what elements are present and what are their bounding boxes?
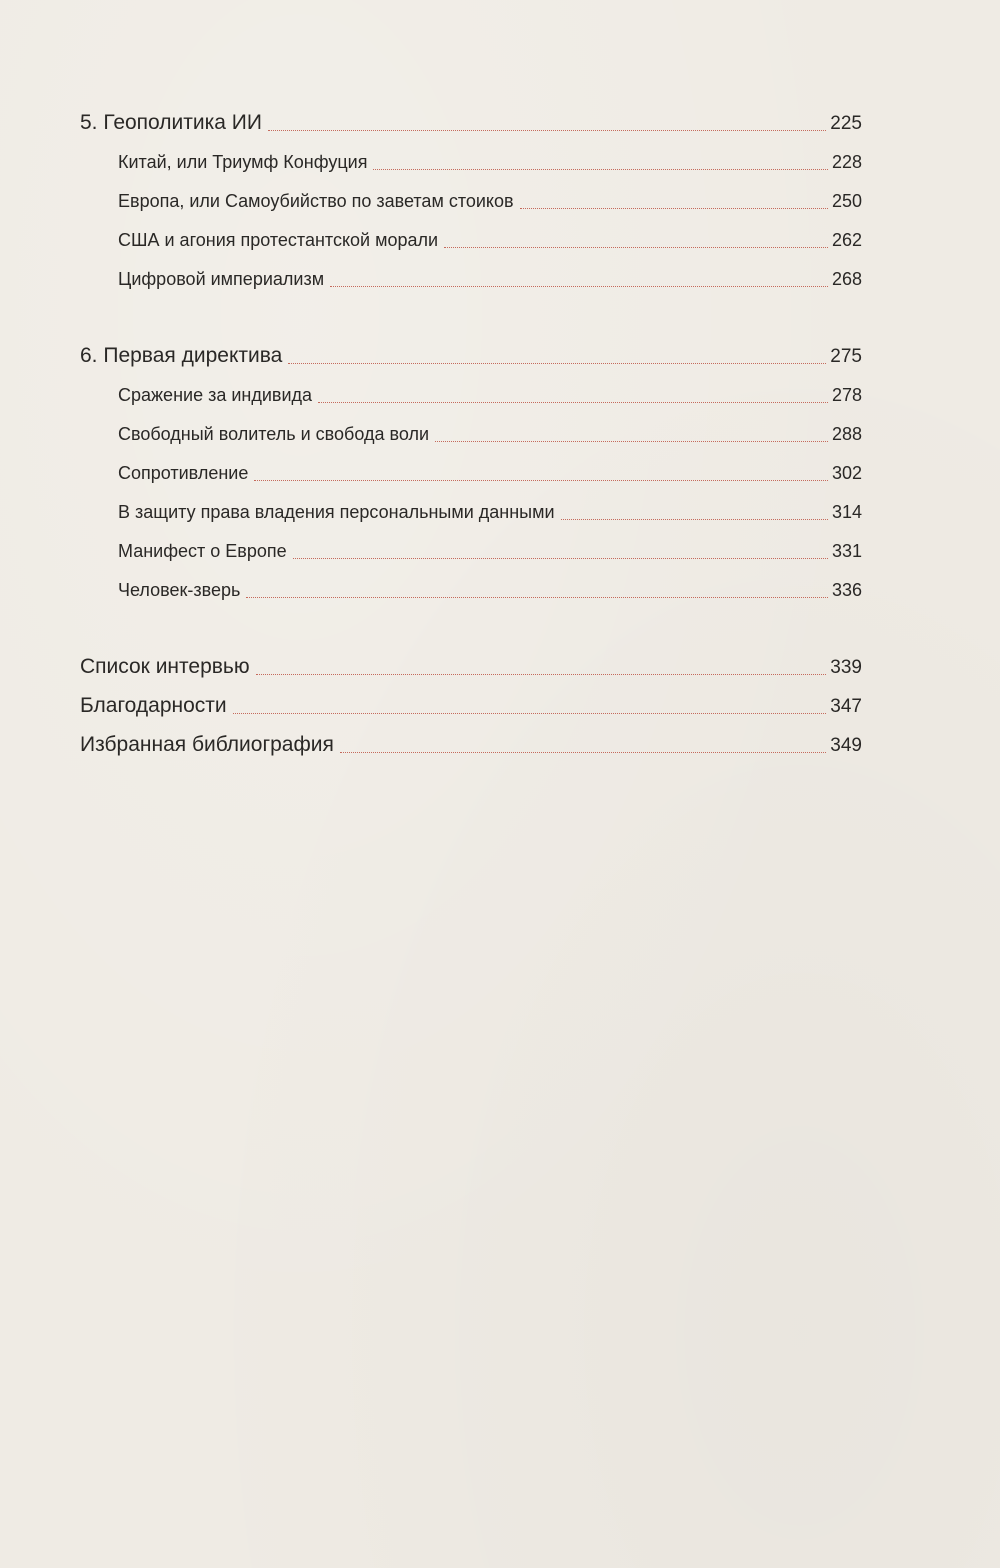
toc-page-number: 314 — [831, 502, 862, 522]
toc-page-number: 228 — [831, 152, 862, 172]
toc-chapter-5[interactable] — [80, 108, 862, 138]
toc-section[interactable] — [118, 419, 862, 449]
toc-back-matter-acknowledgements[interactable] — [80, 691, 862, 721]
toc-entry-title: Европа, или Самоубийство по заветам стоиков — [118, 191, 514, 211]
toc-section[interactable] — [118, 147, 862, 177]
toc-entry-title: В защиту права владения персональными данными — [118, 502, 555, 522]
toc-section[interactable] — [118, 186, 862, 216]
toc-chapter-6[interactable] — [80, 341, 862, 371]
dot-leader — [293, 558, 828, 559]
toc-entry-title: 6. Первая директива — [80, 344, 283, 367]
toc-page-number: 349 — [830, 735, 862, 756]
toc-entry-title: Сражение за индивида — [118, 385, 313, 405]
dot-leader — [318, 402, 828, 403]
toc-entry-title: Список интервью — [80, 655, 250, 678]
toc-page-number: 278 — [831, 385, 862, 405]
toc-section[interactable] — [118, 225, 862, 255]
toc-section[interactable] — [118, 497, 862, 527]
toc-section[interactable] — [118, 458, 862, 488]
toc-entry-title: Китай, или Триумф Конфуция — [118, 152, 368, 172]
toc-page-number: 339 — [830, 657, 862, 678]
dot-leader — [373, 169, 828, 170]
dot-leader — [254, 480, 828, 481]
dot-leader — [256, 674, 827, 675]
toc-page-number: 336 — [831, 580, 862, 600]
toc-page-number: 347 — [830, 696, 862, 717]
toc-back-matter-bibliography[interactable] — [80, 730, 862, 760]
toc-page-number: 268 — [831, 269, 862, 289]
dot-leader — [288, 363, 826, 364]
toc-entry-title: Человек-зверь — [118, 580, 241, 600]
toc-entry-title: Свободный волитель и свобода воли — [118, 424, 430, 444]
toc-page-number: 288 — [831, 424, 862, 444]
toc-section[interactable] — [118, 536, 862, 566]
toc-section[interactable] — [118, 264, 862, 294]
dot-leader — [268, 130, 826, 131]
toc-entry-title: Сопротивление — [118, 463, 249, 483]
dot-leader — [233, 713, 827, 714]
toc-page-number: 275 — [830, 346, 862, 367]
toc-entry-title: Цифровой империализм — [118, 269, 325, 289]
toc-back-matter-interviews[interactable] — [80, 652, 862, 682]
dot-leader — [520, 208, 828, 209]
dot-leader — [561, 519, 828, 520]
toc-entry-title: Благодарности — [80, 694, 227, 717]
toc-page-number: 331 — [831, 541, 862, 561]
toc-page-number: 250 — [831, 191, 862, 211]
dot-leader — [340, 752, 826, 753]
toc-entry-title: Манифест о Европе — [118, 541, 287, 561]
dot-leader — [435, 441, 828, 442]
toc-page-number: 262 — [831, 230, 862, 250]
toc-section[interactable] — [118, 380, 862, 410]
toc-entry-title: 5. Геополитика ИИ — [80, 111, 262, 134]
dot-leader — [444, 247, 828, 248]
toc-entry-title: США и агония протестантской морали — [118, 230, 439, 250]
dot-leader — [246, 597, 828, 598]
toc-section[interactable] — [118, 575, 862, 605]
dot-leader — [330, 286, 828, 287]
toc-page-number: 225 — [830, 113, 862, 134]
toc-entry-title: Избранная библиография — [80, 733, 334, 756]
toc-page-number: 302 — [831, 463, 862, 483]
